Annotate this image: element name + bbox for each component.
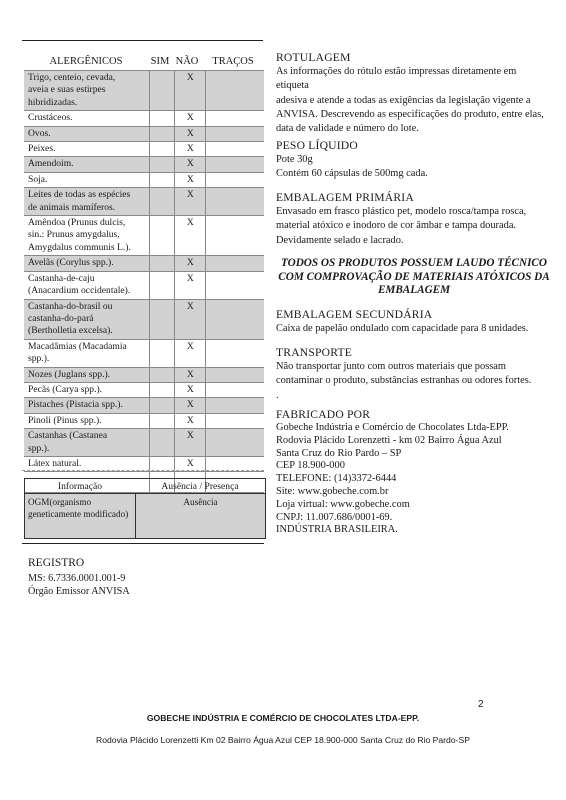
page-number: 2 xyxy=(478,699,484,710)
allergen-row xyxy=(24,255,264,270)
allergen-name-line: Castanha-do-brasil ou xyxy=(28,300,113,312)
manufacturer-line: Rodovia Plácido Lorenzetti - km 02 Bairro Água Azul xyxy=(276,434,502,446)
allergen-name-line: Trigo, centeio, cevada, xyxy=(28,72,116,83)
manufacturer-line: CNPJ: 11.007.686/0001-69. xyxy=(276,511,393,523)
allergen-name xyxy=(24,71,150,110)
allergen-row xyxy=(24,339,264,367)
allergen-name-line: Soja. xyxy=(28,173,48,185)
allergen-no-mark: X xyxy=(175,300,206,339)
allergen-row xyxy=(24,367,264,382)
allergen-name-line: Nozes (Juglans spp.). xyxy=(28,368,111,380)
allergen-yes-cell xyxy=(150,368,175,382)
header-allergens: ALERGÊNICOS xyxy=(49,55,123,67)
allergen-name-line: Amygdalus communis L.). xyxy=(28,241,131,253)
labeling-line: ANVISA. Descrevendo as especificações do produto, entre elas, xyxy=(276,108,544,120)
allergen-name xyxy=(24,173,150,187)
allergen-row xyxy=(24,126,264,141)
manufacturer-line: Gobeche Indústria e Comércio de Chocolates Ltda-EPP. xyxy=(276,422,509,433)
allergen-no-mark: X xyxy=(175,368,206,382)
allergen-yes-cell xyxy=(150,71,175,110)
allergen-traces-cell xyxy=(206,272,264,299)
allergen-name xyxy=(24,142,150,156)
allergen-row xyxy=(24,428,264,456)
allergen-name-line: (Anacardium occidentale). xyxy=(28,285,131,297)
allergen-no-mark: X xyxy=(175,142,206,156)
footer-address: Rodovia Plácido Lorenzetti Km 02 Bairro Água Azul CEP 18.900-000 Santa Cruz do Rio Pardo-SP xyxy=(96,735,470,745)
allergen-no-mark: X xyxy=(175,71,206,110)
primary-packaging-section xyxy=(276,191,551,248)
allergen-traces-cell xyxy=(206,216,264,255)
allergen-name xyxy=(24,414,150,428)
allergen-name-line: Amêndoa (Prunus dulcis, xyxy=(28,217,126,229)
gmo-table-header xyxy=(25,479,265,494)
secondary-packaging-line: Caixa de papelão ondulado com capacidade para 8 unidades. xyxy=(276,323,529,335)
allergen-row xyxy=(24,70,264,110)
labeling-line: As informações do rótulo estão impressas diretamente em etiqueta xyxy=(276,66,517,92)
allergen-name-line: de animais mamíferos. xyxy=(28,201,116,213)
manufacturer-line: Site: www.gobeche.com.br xyxy=(276,485,389,497)
allergen-name xyxy=(24,383,150,397)
transport-line: . xyxy=(276,389,279,401)
net-weight-title: PESO LÍQUIDO xyxy=(276,139,358,152)
allergen-name-line: Pecãs (Carya spp.). xyxy=(28,383,103,395)
registry-ms: MS: 6.7336.0001.001-9 xyxy=(28,573,126,584)
allergen-name-line: Pistaches (Pistacia spp.). xyxy=(28,399,123,411)
allergen-traces-cell xyxy=(206,157,264,171)
allergen-name-line: hibridizadas. xyxy=(28,96,78,108)
toxicity-notice xyxy=(278,257,550,298)
gmo-label: OGM(organismo geneticamente modificado) xyxy=(25,494,136,538)
allergen-yes-cell xyxy=(150,111,175,125)
allergen-yes-cell xyxy=(150,300,175,339)
allergen-name xyxy=(24,216,150,255)
allergen-name xyxy=(24,398,150,412)
allergen-no-mark: X xyxy=(175,216,206,255)
allergen-traces-cell xyxy=(206,173,264,187)
manufacturer-line: Loja virtual: www.gobeche.com xyxy=(276,498,410,510)
manufacturer-line: TELEFONE: (14)3372-6444 xyxy=(276,473,397,485)
allergen-name xyxy=(24,127,150,141)
labeling-line: adesiva e atende a todas as exigências da legislação vigente a xyxy=(276,94,531,106)
notice-line: COM COMPROVAÇÃO DE MATERIAIS ATÓXICOS DA xyxy=(278,270,550,283)
allergen-yes-cell xyxy=(150,142,175,156)
header-information: Informação xyxy=(57,480,103,492)
allergen-traces-cell xyxy=(206,142,264,156)
allergen-name-line: Pinoli (Pinus spp.). xyxy=(28,414,102,426)
allergen-row xyxy=(24,110,264,125)
allergen-name-line: Ovos. xyxy=(28,127,51,139)
allergen-traces-cell xyxy=(206,429,264,456)
header-traces: TRAÇOS xyxy=(212,55,254,67)
allergen-no-mark: X xyxy=(175,188,206,215)
allergen-row xyxy=(24,187,264,215)
allergen-table xyxy=(24,52,264,494)
allergen-name xyxy=(24,272,150,299)
allergen-no-mark: X xyxy=(175,256,206,270)
manufacturer-line: INDÚSTRIA BRASILEIRA. xyxy=(276,524,398,536)
allergen-row xyxy=(24,141,264,156)
gmo-value: Ausência xyxy=(183,497,218,507)
transport-title: TRANSPORTE xyxy=(276,346,353,359)
allergen-name-line: castanha-do-pará xyxy=(28,312,94,324)
primary-packaging-title: EMBALAGEM PRIMÁRIA xyxy=(276,191,414,204)
allergen-name-line: (Bertholletia excelsa). xyxy=(28,325,113,337)
allergen-no-mark: X xyxy=(175,127,206,141)
allergen-no-mark: X xyxy=(175,457,206,471)
allergen-name-line: Castanhas (Castanea xyxy=(28,430,108,442)
top-rule xyxy=(22,40,263,41)
allergen-name-line: aveia e suas estirpes xyxy=(28,84,106,96)
allergen-name-line: sin.: Prunus amygdalus, xyxy=(28,229,120,241)
allergen-rows xyxy=(24,70,264,492)
registry-title: REGISTRO xyxy=(28,557,85,569)
allergen-name xyxy=(24,157,150,171)
registry-issuer: Órgão Emissor ANVISA xyxy=(28,586,130,597)
primary-packaging-line: Devidamente selado e lacrado. xyxy=(276,234,404,246)
allergen-name-line: Peixes. xyxy=(28,143,56,155)
allergen-yes-cell xyxy=(150,414,175,428)
allergen-name-line: Crustáceos. xyxy=(28,112,73,124)
allergen-yes-cell xyxy=(150,398,175,412)
allergen-name xyxy=(24,256,150,270)
gmo-row xyxy=(25,494,265,538)
allergen-yes-cell xyxy=(150,188,175,215)
manufacturer-line: CEP 18.900-000 xyxy=(276,460,345,472)
transport-line: contaminar o produto, substâncias estranhas ou odores fortes. xyxy=(276,375,532,387)
gmo-table xyxy=(24,478,266,539)
bottom-rule xyxy=(22,543,264,544)
allergen-name-line: spp.). xyxy=(28,442,50,454)
allergen-name xyxy=(24,300,150,339)
allergen-yes-cell xyxy=(150,429,175,456)
allergen-traces-cell xyxy=(206,414,264,428)
header-yes: SIM xyxy=(150,55,170,67)
allergen-row xyxy=(24,215,264,255)
manufacturer-title: FABRICADO POR xyxy=(276,408,371,421)
primary-packaging-line: material atóxico e inodoro de cor âmbar e tampa dourada. xyxy=(276,220,517,232)
allergen-row xyxy=(24,271,264,299)
allergen-name xyxy=(24,111,150,125)
allergen-no-mark: X xyxy=(175,111,206,125)
allergen-table-header xyxy=(24,52,264,70)
notice-line: EMBALAGEM xyxy=(377,284,451,296)
allergen-name xyxy=(24,429,150,456)
notice-line: TODOS OS PRODUTOS POSSUEM LAUDO TÉCNICO xyxy=(281,257,547,269)
allergen-yes-cell xyxy=(150,383,175,397)
allergen-traces-cell xyxy=(206,368,264,382)
allergen-name-line: spp.). xyxy=(28,353,50,365)
allergen-traces-cell xyxy=(206,340,264,367)
allergen-row xyxy=(24,382,264,397)
allergen-yes-cell xyxy=(150,216,175,255)
allergen-yes-cell xyxy=(150,127,175,141)
allergen-row xyxy=(24,299,264,339)
allergen-no-mark: X xyxy=(175,157,206,171)
allergen-no-mark: X xyxy=(175,340,206,367)
net-weight-section xyxy=(276,139,551,182)
allergen-name xyxy=(24,340,150,367)
net-weight-line: Contém 60 cápsulas de 500mg cada. xyxy=(276,168,428,180)
allergen-no-mark: X xyxy=(175,414,206,428)
allergen-traces-cell xyxy=(206,398,264,412)
allergen-name-line: Avelãs (Corylus spp.). xyxy=(28,257,114,269)
allergen-no-mark: X xyxy=(175,429,206,456)
allergen-row xyxy=(24,413,264,428)
net-weight-line: Pote 30g xyxy=(276,154,313,166)
allergen-name-line: Macadâmias (Macadamia xyxy=(28,340,127,352)
allergen-traces-cell xyxy=(206,71,264,110)
manufacturer-line: Santa Cruz do Rio Pardo – SP xyxy=(276,447,402,459)
allergen-name-line: Castanha-de-caju xyxy=(28,272,95,284)
allergen-yes-cell xyxy=(150,157,175,171)
allergen-no-mark: X xyxy=(175,398,206,412)
allergen-yes-cell xyxy=(150,340,175,367)
footer-company: GOBECHE INDÚSTRIA E COMÉRCIO DE CHOCOLATES LTDA-EPP. xyxy=(146,713,420,723)
primary-packaging-line: Envasado em frasco plástico pet, modelo rosca/tampa rosca, xyxy=(276,206,527,218)
transport-section xyxy=(276,346,551,403)
allergen-traces-cell xyxy=(206,383,264,397)
transport-line: Não transportar junto com outros materiais que possam xyxy=(276,361,506,373)
allergen-name-line: Leites de todas as espécies xyxy=(28,189,131,201)
labeling-line: data de validade e número do lote. xyxy=(276,123,419,135)
allergen-yes-cell xyxy=(150,272,175,299)
labeling-title: ROTULAGEM xyxy=(276,51,351,64)
header-presence: Ausência / Presença xyxy=(161,480,239,492)
secondary-packaging-title: EMBALAGEM SECUNDÁRIA xyxy=(276,308,433,321)
allergen-traces-cell xyxy=(206,127,264,141)
allergen-row xyxy=(24,156,264,171)
allergen-row xyxy=(24,397,264,412)
allergen-name xyxy=(24,368,150,382)
divider xyxy=(22,470,264,471)
labeling-section xyxy=(276,51,551,136)
allergen-name-line: Amendoim. xyxy=(28,158,74,170)
allergen-yes-cell xyxy=(150,256,175,270)
allergen-traces-cell xyxy=(206,188,264,215)
allergen-traces-cell xyxy=(206,300,264,339)
allergen-row xyxy=(24,172,264,187)
manufacturer-section xyxy=(276,408,551,537)
allergen-traces-cell xyxy=(206,256,264,270)
allergen-name xyxy=(24,188,150,215)
allergen-no-mark: X xyxy=(175,383,206,397)
allergen-name-line: Látex natural. xyxy=(28,457,82,469)
secondary-packaging-section xyxy=(276,308,551,336)
header-no: NÃO xyxy=(175,55,199,67)
allergen-no-mark: X xyxy=(175,272,206,299)
allergen-no-mark: X xyxy=(175,173,206,187)
allergen-yes-cell xyxy=(150,173,175,187)
allergen-traces-cell xyxy=(206,111,264,125)
